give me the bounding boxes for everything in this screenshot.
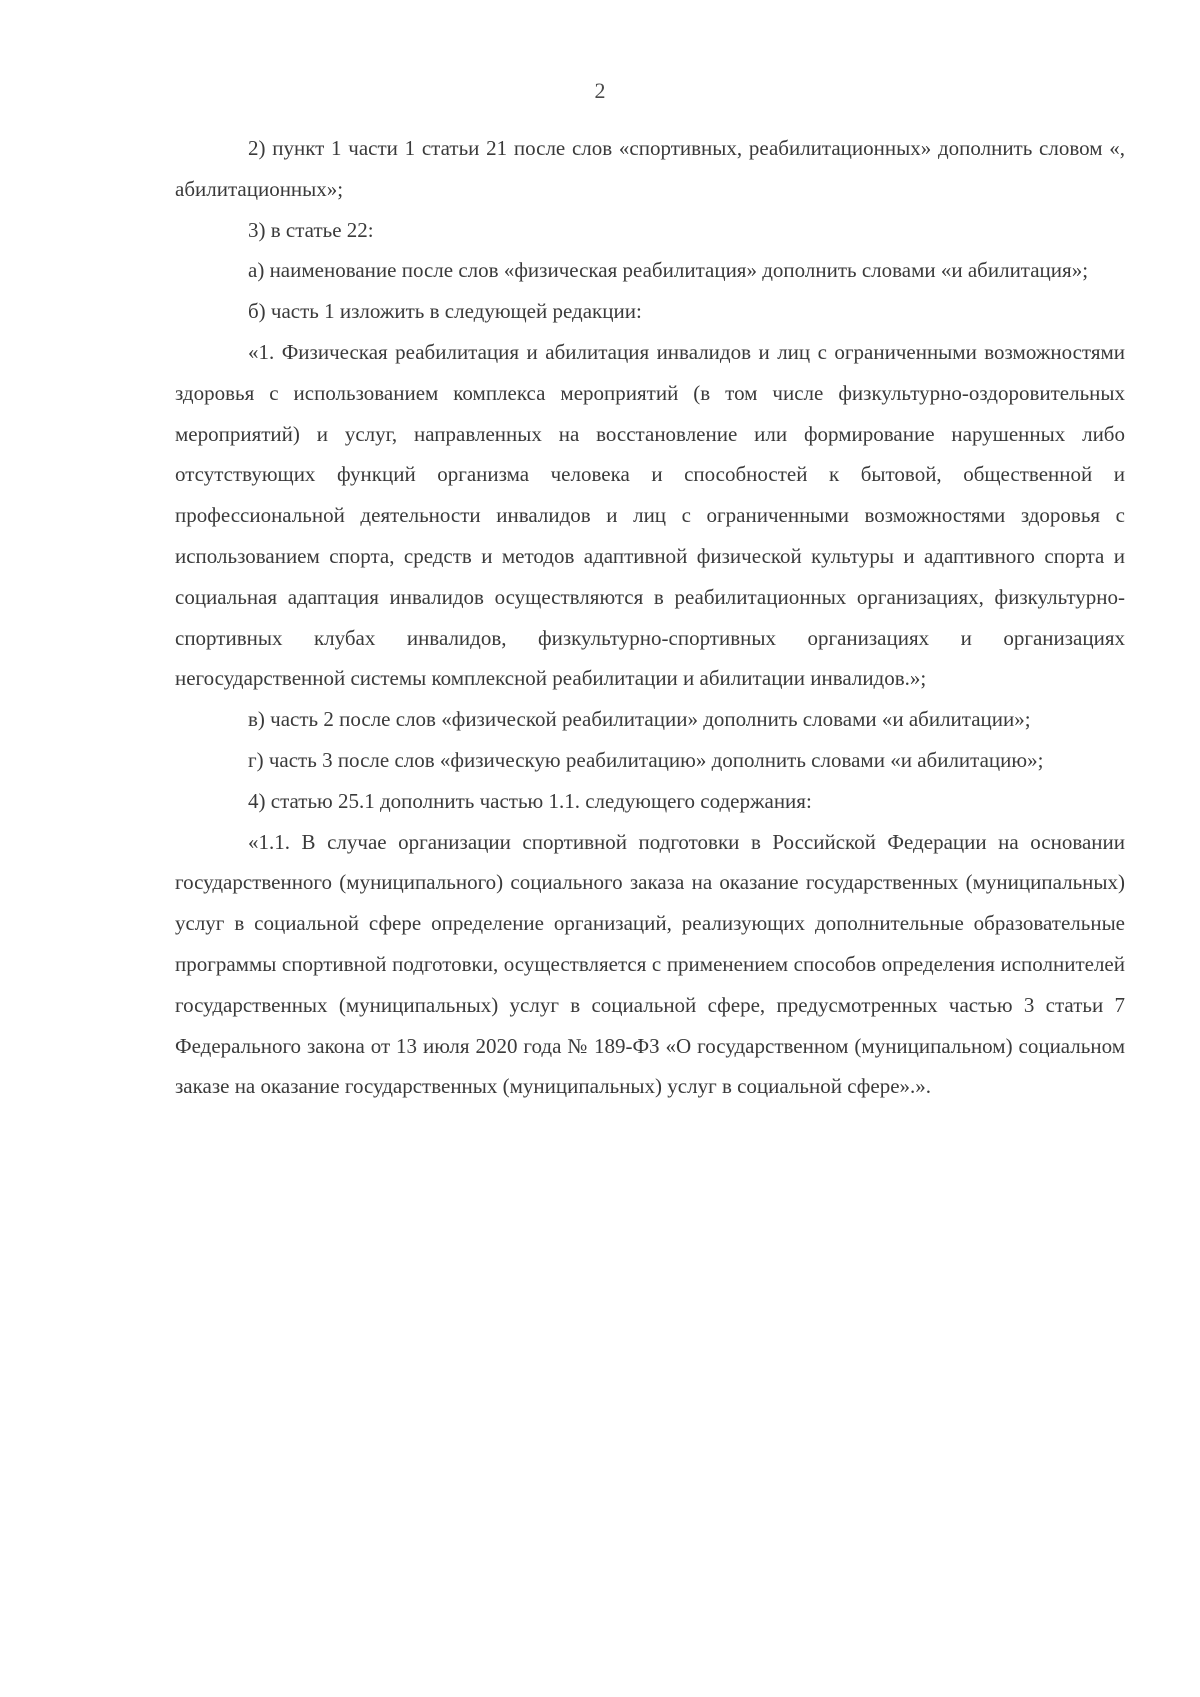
paragraph-subitem-b: б) часть 1 изложить в следующей редакции: — [248, 299, 642, 324]
paragraph-subitem-g: г) часть 3 после слов «физическую реабилитацию» дополнить словами «и абилитацию»; — [248, 747, 1044, 772]
document-body — [175, 128, 1125, 1107]
paragraph-item-4: 4) статью 25.1 дополнить частью 1.1. следующего содержания: — [248, 788, 812, 813]
paragraph-subitem-v: в) часть 2 после слов «физической реабилитации» дополнить словами «и абилитации»; — [248, 707, 1031, 732]
paragraph-item-3: 3) в статье 22: — [248, 217, 374, 242]
paragraph-subitem-a: а) наименование после слов «физическая реабилитация» дополнить словами «и абилитация»; — [248, 258, 1089, 283]
quoted-text-part-1: «1. Физическая реабилитация и абилитация инвалидов и лиц с ограниченными возможностями здоровья с использованием комплекса мероприятий (в том числе физкультурно-оздоровительных мероприятий) и услуг, направленных на восстановление или формирование нарушенных либо отсутствующих функций организма человека и способностей к бытовой, общественной и профессиональной деятельности инвалидов и лиц с ограниченными возможностями здоровья с использованием спорта, средств и методов адаптивной физической культуры и адаптивного спорта и социальная адаптация инвалидов осуществляются в реабилитационных организациях, физкультурно-спортивных клубах инвалидов, физкультурно-спортивных организациях и организациях негосударственной системы комплексной реабилитации и абилитации инвалидов.»; — [175, 339, 1125, 691]
quoted-text-part-1-1: «1.1. В случае организации спортивной подготовки в Российской Федерации на основании государственного (муниципального) социального заказа на оказание государственных (муниципальных) услуг в социальной сфере определение организаций, реализующих дополнительные образовательные программы спортивной подготовки, осуществляется с применением способов определения исполнителей государственных (муниципальных) услуг в социальной сфере, предусмотренных частью 3 статьи 7 Федерального закона от 13 июля 2020 года № 189-ФЗ «О государственном (муниципальном) социальном заказе на оказание государственных (муниципальных) услуг в социальной сфере».». — [175, 829, 1125, 1099]
paragraph-item-2: 2) пункт 1 части 1 статьи 21 после слов «спортивных, реабилитационных» дополнить словом «, абилитационных»; — [175, 136, 1125, 201]
page-number: 2 — [594, 78, 606, 103]
